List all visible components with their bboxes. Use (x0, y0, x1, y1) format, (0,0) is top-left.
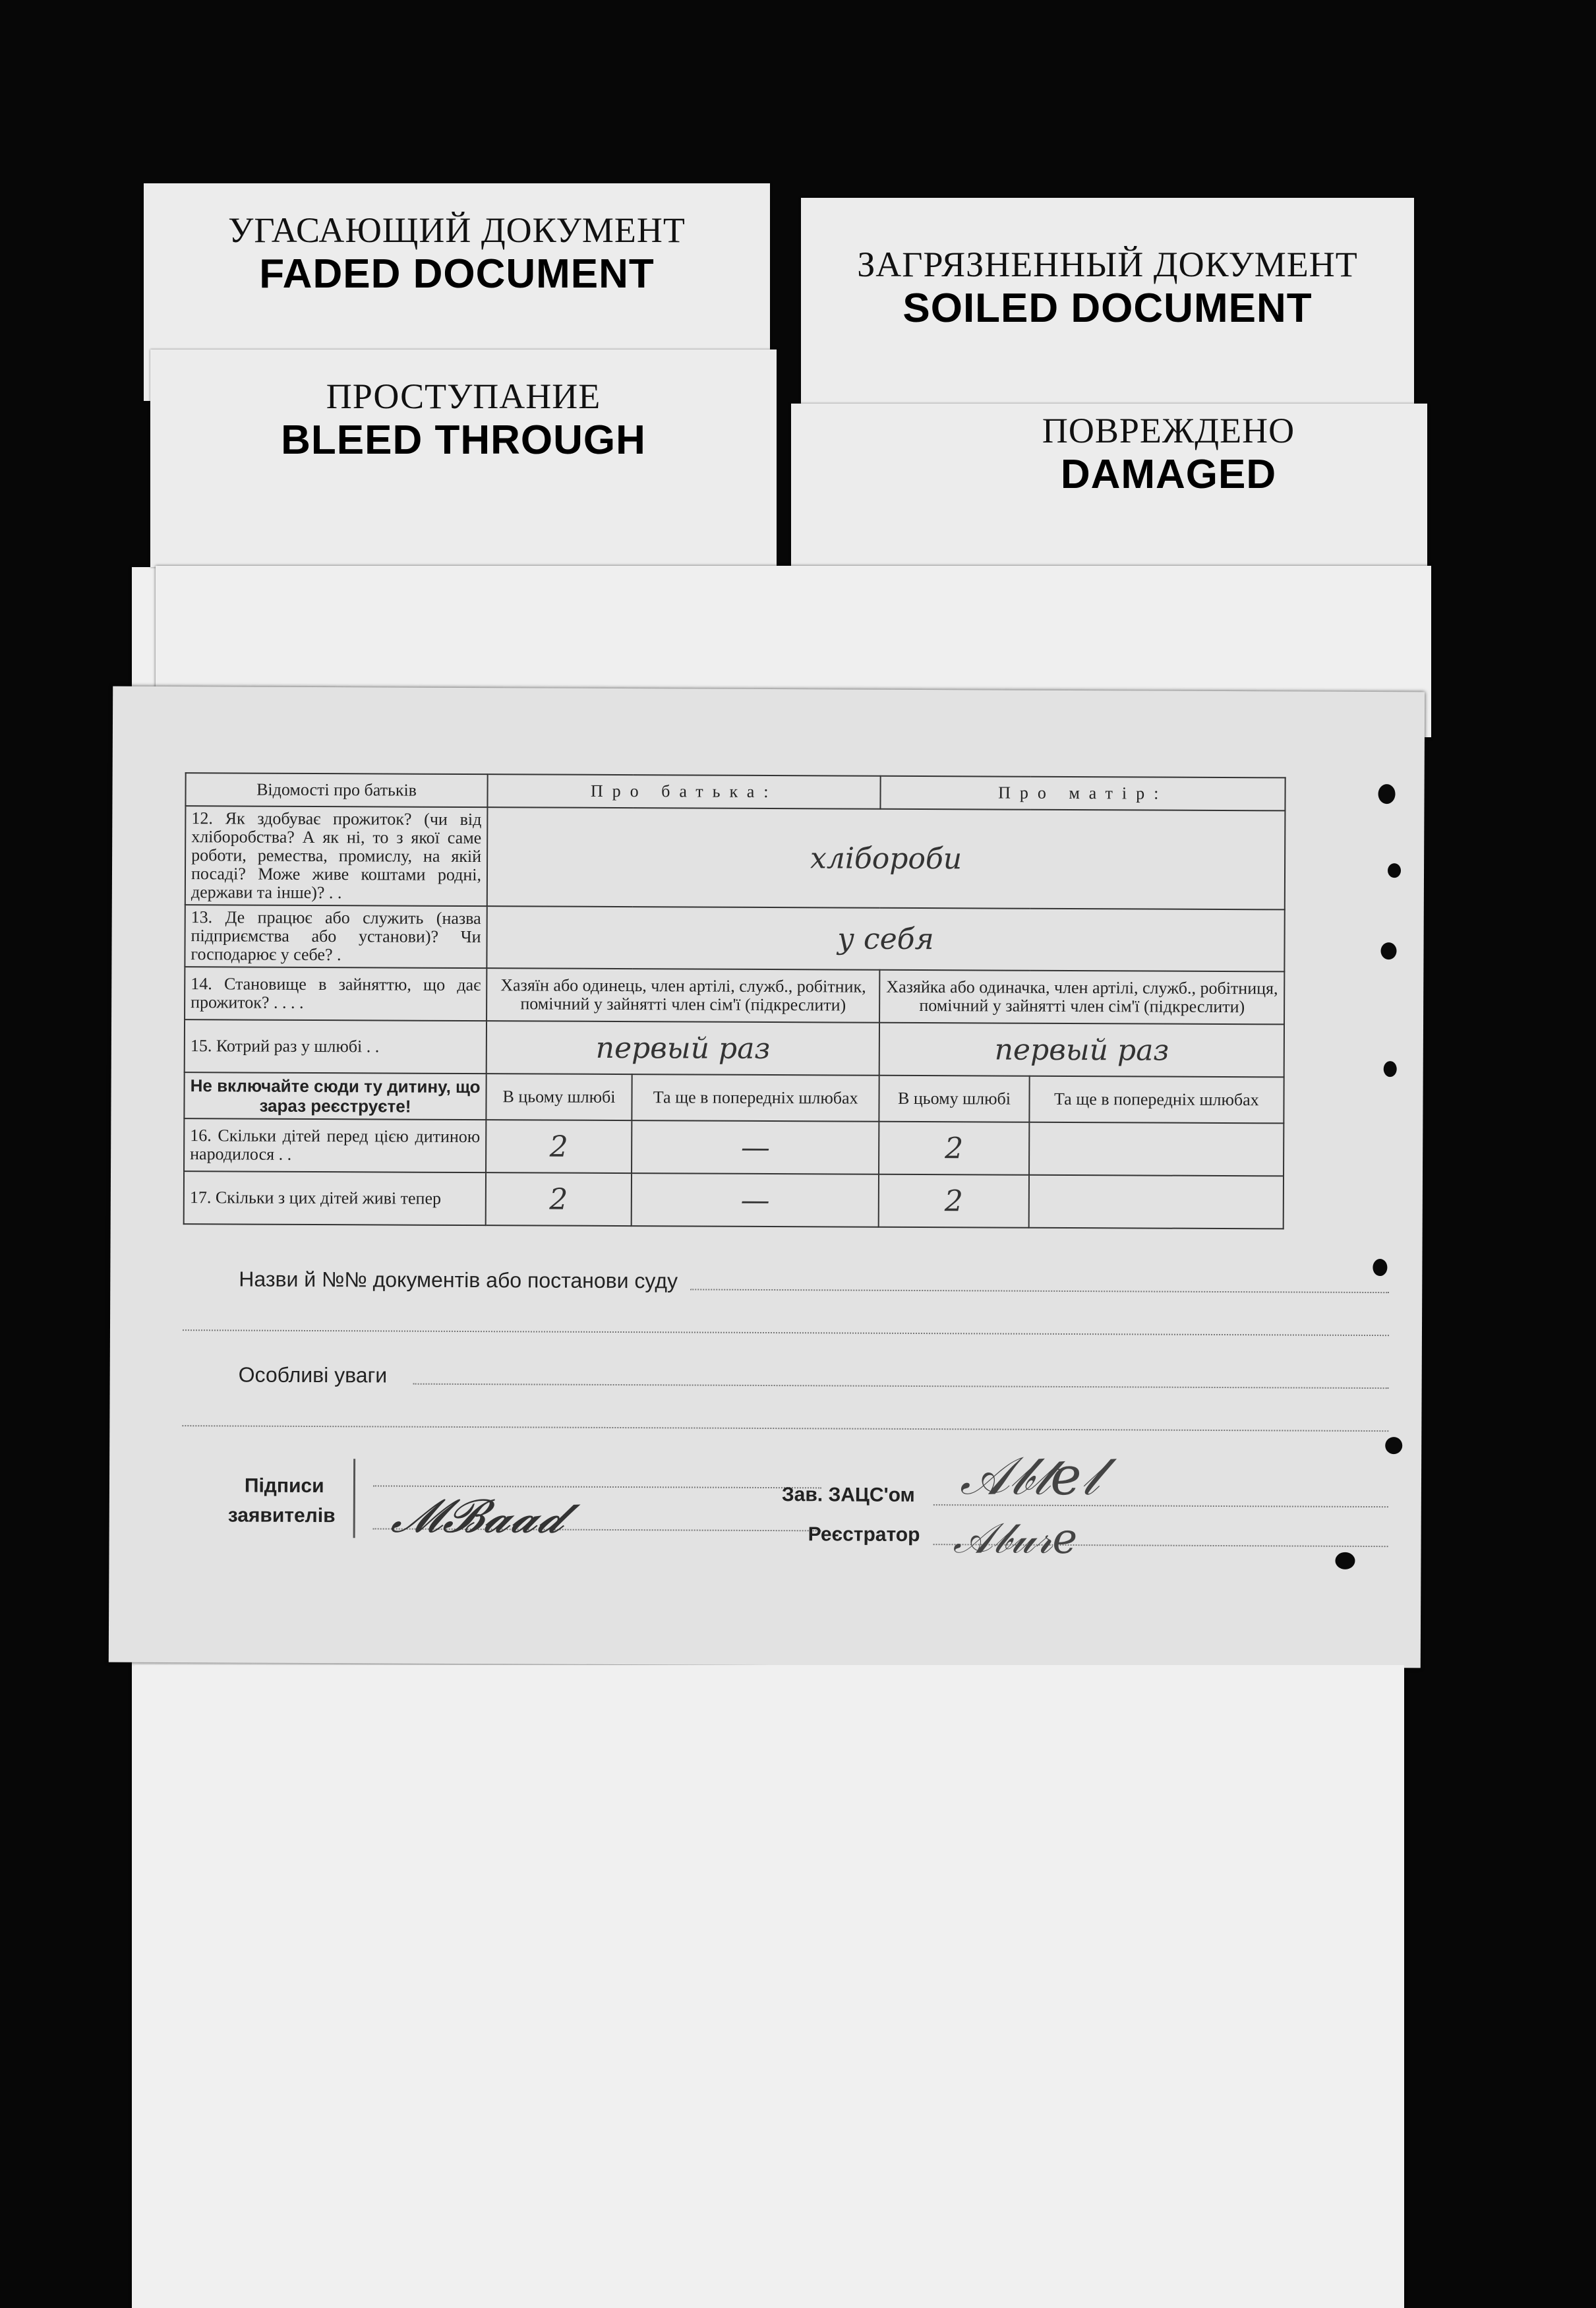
father-children-alive-previous: — (632, 1173, 879, 1227)
parents-info-table (183, 772, 1286, 1229)
hole (1378, 784, 1395, 804)
remarks-line-1 (413, 1383, 1389, 1389)
signatures-brace (353, 1459, 363, 1538)
form-table-area (183, 772, 1286, 1229)
hole (1373, 1259, 1387, 1276)
faded-label-ru: УГАСАЮЩИЙ ДОКУМЕНТ (228, 210, 686, 250)
children-note: Не включайте сюди ту дитину, що зараз реєструєте! (184, 1072, 486, 1120)
bleed-label-en: BLEED THROUGH (281, 417, 646, 463)
lower-sheet (135, 1665, 1404, 2298)
row-17 (184, 1171, 1284, 1229)
row-12 (185, 806, 1286, 909)
bleed-label-ru: ПРОСТУПАНИЕ (326, 377, 601, 416)
father-children-born-previous: — (632, 1120, 879, 1174)
hole (1335, 1552, 1355, 1569)
remarks-line-2 (182, 1425, 1388, 1432)
applicant-signature: 𝓜𝓑𝓪𝓪𝓭 (388, 1488, 571, 1544)
bleed-through-card (150, 349, 777, 567)
children-subheader-row (184, 1072, 1284, 1123)
row-13 (185, 905, 1284, 971)
row-14 (185, 967, 1284, 1024)
header-father: Про батька: (487, 774, 881, 809)
hole (1384, 1061, 1397, 1077)
father-marriage-count: первый раз (487, 1021, 880, 1076)
row-16 (184, 1118, 1284, 1176)
applicant-signature-line-1 (373, 1485, 821, 1488)
father-children-born-current: 2 (486, 1120, 632, 1173)
faded-label-en: FADED DOCUMENT (259, 251, 655, 297)
damaged-label-en: DAMAGED (1060, 452, 1277, 497)
soiled-label-ru: ЗАГРЯЗНЕННЫЙ ДОКУМЕНТ (857, 245, 1358, 284)
answer-12: хлібороби (487, 807, 1286, 909)
father-current-marriage-header: В цьому шлюбі (486, 1074, 632, 1120)
father-previous-marriage-header: Та ще в попередніх шлюбах (632, 1074, 879, 1122)
header-parents-info: Відомості про батьків (185, 773, 487, 807)
table-header-row (185, 773, 1285, 810)
documents-line-1 (690, 1289, 1389, 1293)
mother-children-alive-previous (1028, 1175, 1284, 1229)
signatures-label-1: Підписи (244, 1474, 324, 1498)
signatures-label-2: заявителів (227, 1504, 336, 1527)
mother-children-born-previous (1029, 1122, 1284, 1176)
mother-marriage-count: первый раз (879, 1023, 1284, 1078)
hole (1388, 863, 1401, 878)
question-13: 13. Де працює або служить (назва підприємства або установи)? Чи господарює у себе? . (185, 905, 487, 968)
question-14: 14. Становище в зайняттю, що дає прожиток? . . . . (185, 967, 487, 1021)
question-16: 16. Скільки дітей перед цією дитиною народилося . . (184, 1118, 486, 1172)
registration-form (109, 686, 1425, 1668)
documents-line-2 (183, 1329, 1389, 1336)
answer-13: у себя (487, 906, 1284, 971)
row-15 (185, 1019, 1284, 1077)
hole (1380, 942, 1396, 959)
hole (1385, 1437, 1402, 1454)
header-mother: Про матір: (881, 776, 1286, 811)
mother-children-alive-current: 2 (879, 1174, 1029, 1228)
soiled-document-card (801, 198, 1414, 415)
father-children-alive-current: 2 (486, 1172, 632, 1226)
damaged-label-ru: ПОВРЕЖДЕНО (1042, 411, 1295, 450)
registrar-label: Реєстратор (808, 1523, 920, 1546)
mother-current-marriage-header: В цьому шлюбі (879, 1076, 1030, 1122)
mother-children-born-current: 2 (879, 1122, 1029, 1175)
question-12: 12. Як здобуває прожиток? (чи від хліборобства? А як ні, то з якої саме роботи, ремества, промислу, на якій посаді? Може живе коштами родні, держави та інше)? . . (185, 806, 488, 906)
father-occupation-status: Хазяїн або одинець, член артілі, служб., робітник, помічний у зайнятті член сім'ї (підкреслити) (487, 968, 880, 1023)
mother-occupation-status: Хазяйка або одиначка, член артілі, служб., робітниця, помічний у зайнятті член сім'ї (підкреслити) (879, 970, 1284, 1025)
soiled-label-en: SOILED DOCUMENT (902, 286, 1313, 331)
head-signature: 𝒜𝒷𝓉𝑒𝓁 (959, 1445, 1100, 1507)
head-label: Зав. ЗАЦС'ом (781, 1484, 915, 1506)
mother-previous-marriage-header: Та ще в попередніх шлюбах (1029, 1076, 1284, 1124)
question-17: 17. Скільки з цих дітей живі тепер (184, 1171, 486, 1225)
registrar-signature: 𝒜𝒷𝓊𝓇𝑒 (953, 1514, 1078, 1564)
remarks-label: Особливі уваги (238, 1362, 388, 1387)
documents-label: Назви й №№ документів або постанови суду (239, 1267, 678, 1293)
question-15: 15. Котрий раз у шлюбі . . (185, 1019, 487, 1074)
